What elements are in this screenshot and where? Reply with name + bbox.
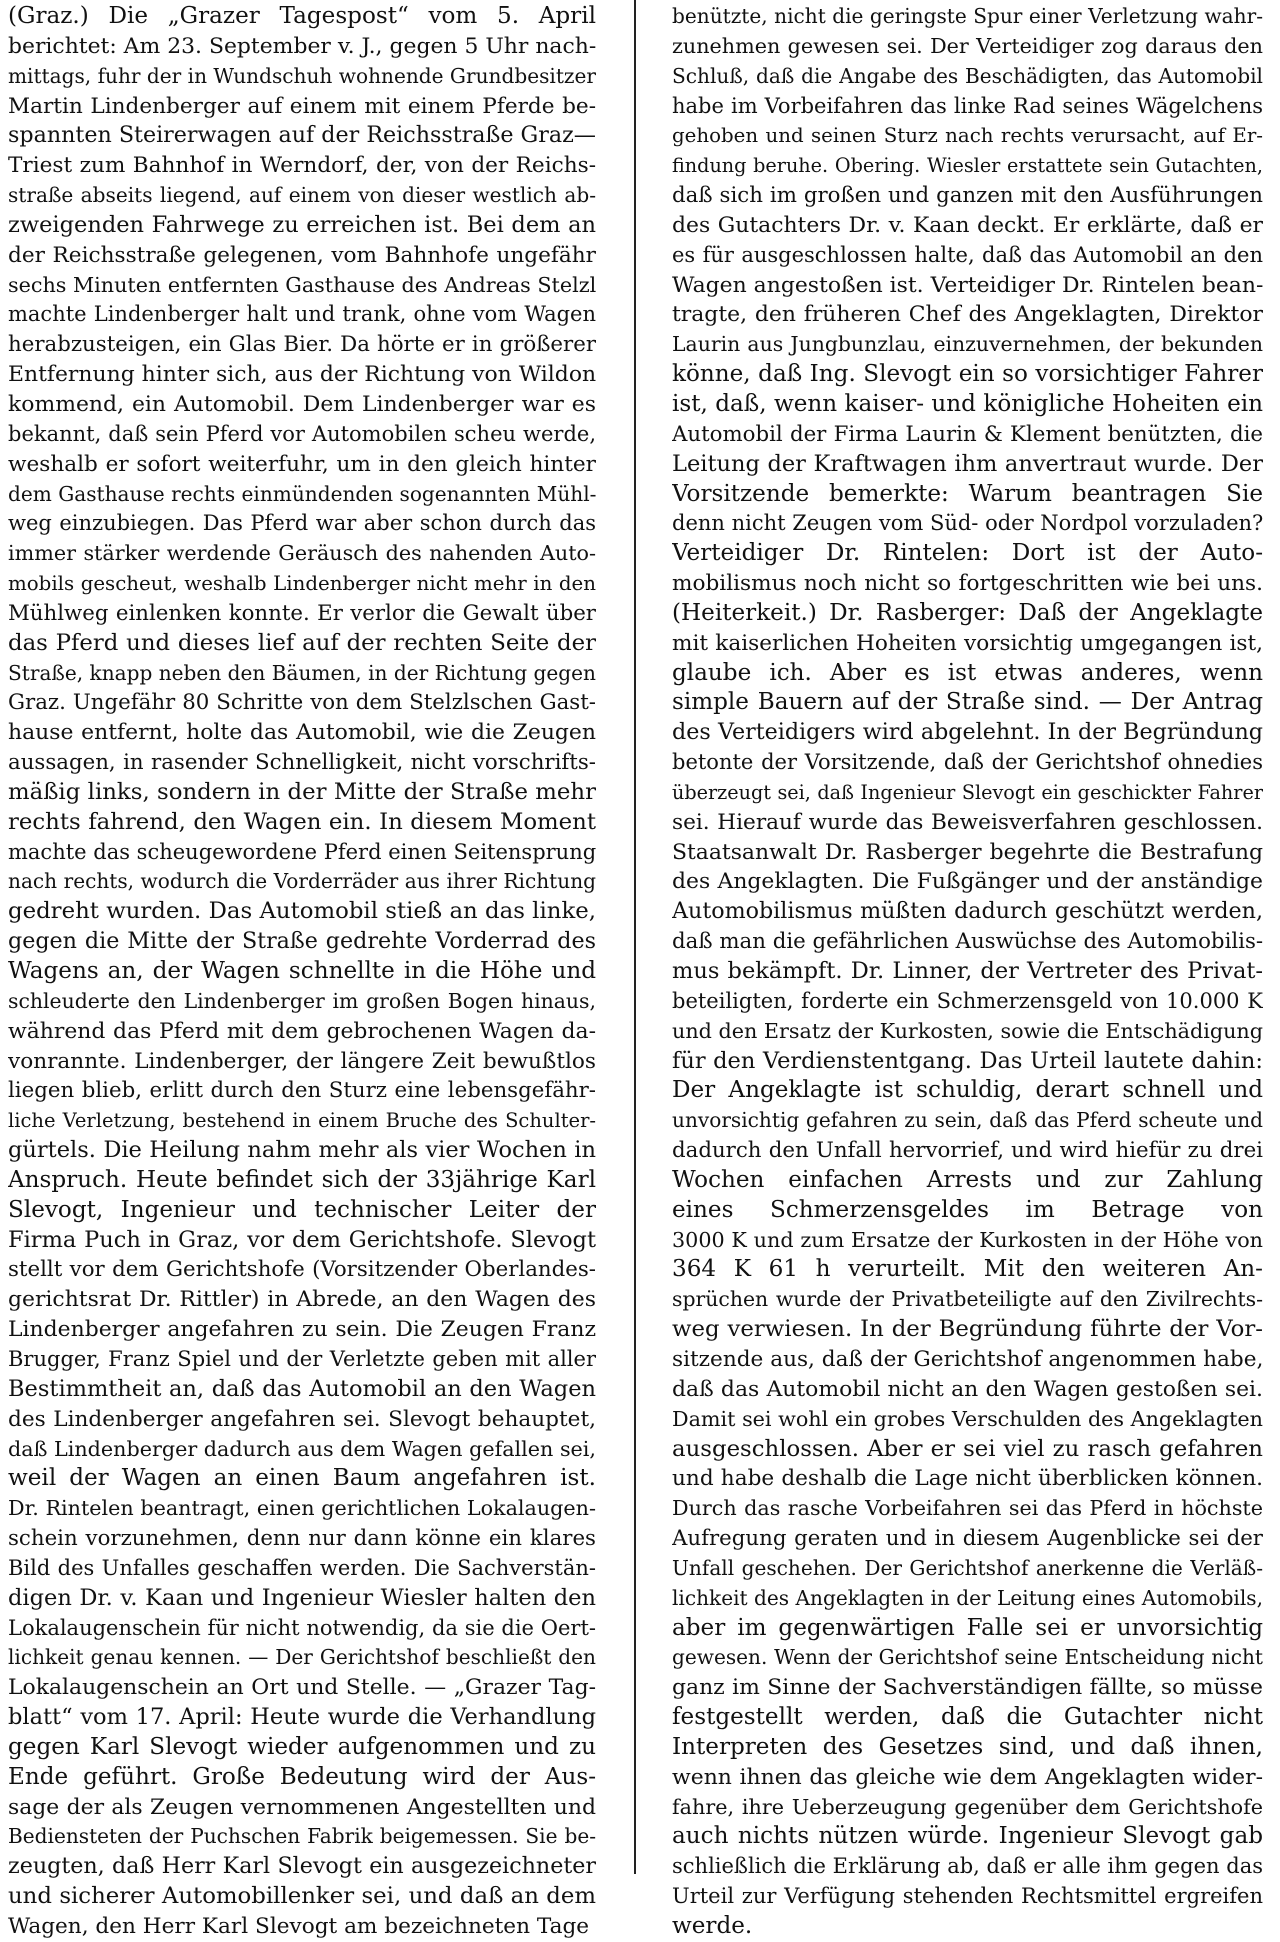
text-line: auch nichts nützen würde. Ingenieur Slevogt gab (672, 1823, 1263, 1850)
text-line: herabzusteigen, ein Glas Bier. Da hörte er in größerer (8, 332, 596, 358)
text-line: Anspruch. Heute befindet sich der 33jährige Karl (8, 1166, 596, 1193)
text-line: (Graz.) Die „Grazer Tagespost“ vom 5. April (8, 3, 596, 29)
text-line: schein vorzunehmen, denn nur dann könne ein klares (8, 1526, 596, 1552)
text-line: ist, daß, wenn kaiser- und königliche Hoheiten ein (672, 390, 1263, 417)
text-line: es für ausgeschlossen halte, daß das Automobil an den (672, 242, 1263, 267)
text-line: sechs Minuten entfernten Gasthause des Andreas Stelzl (8, 272, 596, 297)
text-line: Graz. Ungefähr 80 Schritte von dem Stelzlschen Gast- (8, 690, 596, 716)
text-line: Wagen, den Herr Karl Slevogt am bezeichneten Tage (8, 1914, 590, 1939)
text-line: das Pferd und dieses lief auf der rechten Seite der (8, 629, 596, 656)
text-line: Bild des Unfalles geschaffen werden. Die Sachverstän- (8, 1555, 596, 1580)
text-line: liche Verletzung, bestehend in einem Bruche des Schulter- (8, 1109, 596, 1133)
text-line: Damit sei wohl ein grobes Verschulden des Angeklagten (672, 1406, 1263, 1431)
text-line: des Lindenberger angefahren sei. Slevogt behauptet, (8, 1406, 596, 1432)
text-line: spannten Steirerwagen auf der Reichsstraße Graz— (8, 122, 596, 149)
text-line: gewesen. Wenn der Gerichtshof seine Entscheidung nicht (672, 1645, 1263, 1670)
text-line: mittags, fuhr der in Wundschuh wohnende Grundbesitzer (8, 63, 596, 88)
text-line: Straße, knapp neben den Bäumen, in der Richtung gegen (8, 660, 596, 685)
text-line: der Reichsstraße gelegenen, vom Bahnhofe ungefähr (8, 242, 596, 268)
text-line: Aufregung geraten und in diesem Augenblicke sei der (672, 1526, 1263, 1552)
text-line: zunehmen gewesen sei. Der Verteidiger zog daraus den (672, 33, 1263, 58)
text-line: Staatsanwalt Dr. Rasberger begehrte die Bestrafung (672, 839, 1263, 865)
text-line: daß sich im großen und ganzen mit den Ausführungen (672, 183, 1263, 209)
text-line: weg verwiesen. In der Begründung führte der Vor- (672, 1316, 1263, 1343)
text-line: sei. Hierauf wurde das Beweisverfahren geschlossen. (672, 809, 1263, 835)
text-line: habe im Vorbeifahren das linke Rad seines Wägelchens (672, 93, 1263, 118)
text-line: Laurin aus Jungbunzlau, einzuvernehmen, der bekunden (672, 332, 1263, 357)
text-line: Unfall geschehen. Der Gerichtshof anerkenne die Verläß- (672, 1555, 1263, 1580)
text-line: Triest zum Bahnhof in Werndorf, der, von der Reichs- (8, 153, 596, 179)
text-line: dem Gasthause rechts einmündenden sogenannten Mühl- (8, 481, 596, 506)
text-line: Schluß, daß die Angabe des Beschädigten, das Automobil (672, 63, 1263, 88)
text-line: lichkeit des Angeklagten in der Leitung eines Automobils, (672, 1585, 1263, 1610)
text-line: Automobilismus müßten dadurch geschützt werden, (672, 898, 1263, 925)
text-line: stellt vor dem Gerichtshofe (Vorsitzender Oberlandes- (8, 1257, 596, 1283)
text-line: Ende geführt. Große Bedeutung wird der Aus- (8, 1763, 596, 1790)
text-line: Interpreten des Gesetzes sind, und daß ihnen, (672, 1733, 1263, 1760)
text-line: gürtels. Die Heilung nahm mehr als vier Wochen in (8, 1137, 596, 1164)
text-line: Automobil der Firma Laurin & Klement benützten, die (672, 421, 1263, 447)
text-line: sage der als Zeugen vernommenen Angestellten und (8, 1794, 596, 1820)
text-line: Entfernung hinter sich, aus der Richtung von Wildon (8, 362, 596, 388)
text-line: daß Lindenberger dadurch aus dem Wagen gefallen sei, (8, 1436, 596, 1461)
text-line: Lokalaugenschein an Ort und Stelle. — „Grazer Tag- (8, 1675, 596, 1701)
text-line: festgestellt werden, daß die Gutachter nicht (672, 1704, 1263, 1731)
text-line: und sicherer Automobillenker sei, und daß an dem (8, 1883, 596, 1910)
text-line: daß das Automobil nicht an den Wagen gestoßen sei. (672, 1376, 1263, 1402)
text-line: wenn ihnen das gleiche wie dem Angeklagten wider- (672, 1764, 1263, 1790)
text-line: lichkeit genau kennen. — Der Gerichtshof beschließt den (8, 1645, 596, 1670)
text-line: gegen Karl Slevogt wieder aufgenommen und zu (8, 1733, 596, 1760)
text-line: simple Bauern auf der Straße sind. — Der Antrag (672, 689, 1263, 716)
text-line: Martin Lindenberger auf einem mit einem Pferde be- (8, 93, 596, 119)
text-line: sprüchen wurde der Privatbeteiligte auf den Zivilrechts- (672, 1287, 1263, 1312)
text-line: weg einzubiegen. Das Pferd war aber schon durch das (8, 511, 596, 536)
text-line: daß man die gefährlichen Auswüchse des Automobilis- (672, 929, 1263, 955)
text-line: des Gutachters Dr. v. Kaan deckt. Er erklärte, daß er (672, 212, 1263, 238)
text-line: 3000 K und zum Ersatze der Kurkosten in der Höhe von (672, 1227, 1263, 1252)
text-line: benützte, nicht die geringste Spur einer Verletzung wahr- (672, 4, 1263, 28)
text-line: während das Pferd mit dem gebrochenen Wagen da- (8, 1018, 596, 1044)
text-line: unvorsichtig gefahren zu sein, daß das Pferd scheute und (672, 1108, 1263, 1133)
text-line: zweigenden Fahrwege zu erreichen ist. Bei dem an (8, 211, 596, 238)
left-text-column (8, 2, 596, 1939)
text-line: mobils gescheut, weshalb Lindenberger nicht mehr in den (8, 572, 596, 596)
text-line: gerichtsrat Dr. Rittler) in Abrede, an den Wagen des (8, 1287, 596, 1313)
text-line: bekannt, daß sein Pferd vor Automobilen scheu werde, (8, 421, 596, 446)
text-line: berichtet: Am 23. September v. J., gegen 5 Uhr nach- (8, 33, 596, 59)
text-line: Firma Puch in Graz, vor dem Gerichtshofe. Slevogt (8, 1226, 596, 1253)
right-text-column (672, 2, 1263, 1939)
text-line: Lokalaugenschein für nicht notwendig, da sie die Oert- (8, 1615, 596, 1640)
text-line: eines Schmerzensgeldes im Betrage von (672, 1196, 1263, 1223)
text-line: Brugger, Franz Spiel und der Verletzte geben mit aller (8, 1346, 596, 1371)
text-line: Wagens an, der Wagen schnellte in die Höhe und (8, 958, 596, 984)
text-line: machte Lindenberger halt und trank, ohne vom Wagen (8, 302, 596, 327)
text-line: Bestimmtheit an, daß das Automobil an den Wagen (8, 1375, 596, 1402)
text-line: digen Dr. v. Kaan und Ingenieur Wiesler halten den (8, 1584, 596, 1611)
text-line: und habe deshalb die Lage nicht überblicken können. (672, 1466, 1263, 1492)
text-line: tragte, den früheren Chef des Angeklagten, Direktor (672, 302, 1263, 328)
text-line: werde. (672, 1913, 753, 1939)
text-line: dadurch den Unfall hervorrief, und wird hiefür zu drei (672, 1138, 1263, 1164)
text-line: Slevogt, Ingenieur und technischer Leiter der (8, 1196, 596, 1223)
text-line: machte das scheugewordene Pferd einen Seitensprung (8, 839, 596, 864)
text-line: sitzende aus, daß der Gerichtshof angenommen habe, (672, 1346, 1263, 1372)
text-line: Durch das rasche Vorbeifahren sei das Pferd in höchste (672, 1496, 1263, 1521)
text-line: Der Angeklagte ist schuldig, derart schnell und (672, 1077, 1263, 1104)
text-line: nach rechts, wodurch die Vorderräder aus ihrer Richtung (8, 869, 596, 894)
text-line: immer stärker werdende Geräusch des nahenden Auto- (8, 541, 596, 566)
text-line: Dr. Rintelen beantragt, einen gerichtlichen Lokalaugen- (8, 1496, 596, 1521)
text-line: gehoben und seinen Sturz nach rechts verursacht, auf Er- (672, 124, 1263, 148)
text-line: weil der Wagen an einen Baum angefahren ist. (8, 1465, 596, 1492)
text-line: rechts fahrend, den Wagen ein. In diesem Moment (8, 808, 596, 835)
text-line: glaube ich. Aber es ist etwas anderes, wenn (672, 659, 1263, 686)
text-line: 364 K 61 h verurteilt. Mit den weiteren An- (672, 1256, 1263, 1283)
text-line: findung beruhe. Obering. Wiesler erstattete sein Gutachten, (672, 154, 1263, 178)
text-line: mäßig links, sondern in der Mitte der Straße mehr (8, 778, 596, 805)
column-divider (634, 0, 636, 1874)
text-line: (Heiterkeit.) Dr. Rasberger: Daß der Angeklagte (672, 599, 1263, 626)
text-line: weshalb er sofort weiterfuhr, um in den gleich hinter (8, 451, 596, 477)
text-line: mit kaiserlichen Hoheiten vorsichtig umgegangen ist, (672, 630, 1263, 656)
text-line: schleuderte den Lindenberger im großen Bogen hinaus, (8, 988, 596, 1013)
text-line: Urteil zur Verfügung stehenden Rechtsmittel ergreifen (672, 1884, 1263, 1909)
text-line: fahre, ihre Ueberzeugung gegenüber dem Gerichtshofe (672, 1794, 1263, 1819)
text-line: ganz im Sinne der Sachverständigen fällte, so müsse (672, 1675, 1263, 1701)
text-line: betonte der Vorsitzende, daß der Gerichtshof ohnedies (672, 750, 1263, 775)
text-line: des Verteidigers wird abgelehnt. In der Begründung (672, 719, 1263, 746)
text-line: liegen blieb, erlitt durch den Sturz eine lebensgefähr- (8, 1078, 596, 1104)
text-line: Wochen einfachen Arrests und zur Zahlung (672, 1166, 1263, 1193)
text-line: hause entfernt, holte das Automobil, wie die Zeugen (8, 720, 596, 746)
text-line: Lindenberger angefahren zu sein. Die Zeugen Franz (8, 1317, 596, 1343)
text-line: für den Verdienstentgang. Das Urteil lautete dahin: (672, 1047, 1263, 1074)
text-line: Bediensteten der Puchschen Fabrik beigemessen. Sie be- (8, 1824, 596, 1849)
text-line: denn nicht Zeugen vom Süd- oder Nordpol vorzuladen? (672, 511, 1263, 536)
text-line: ausgeschlossen. Aber er sei viel zu rasch gefahren (672, 1435, 1263, 1462)
text-line: Leitung der Kraftwagen ihm anvertraut wurde. Der (672, 450, 1263, 477)
text-line: gedreht wurden. Das Automobil stieß an das linke, (8, 898, 596, 925)
text-line: aber im gegenwärtigen Falle sei er unvorsichtig (672, 1614, 1263, 1641)
text-line: könne, daß Ing. Slevogt ein so vorsichtiger Fahrer (672, 361, 1263, 388)
text-line: schließlich die Erklärung ab, daß er alle ihm gegen das (672, 1854, 1263, 1879)
text-line: überzeugt sei, daß Ingenieur Slevogt ein geschickter Fahrer (672, 780, 1263, 804)
text-line: blatt“ vom 17. April: Heute wurde die Verhandlung (8, 1704, 596, 1731)
text-line: vonrannte. Lindenberger, der längere Zeit bewußtlos (8, 1048, 596, 1074)
text-line: straße abseits liegend, auf einem von dieser westlich ab- (8, 183, 596, 208)
text-line: gegen die Mitte der Straße gedrehte Vorderrad des (8, 928, 596, 955)
text-line: des Angeklagten. Die Fußgänger und der anständige (672, 869, 1263, 895)
text-line: zeugten, daß Herr Karl Slevogt ein ausgezeichneter (8, 1853, 596, 1880)
text-line: beteiligten, forderte ein Schmerzensgeld von 10.000 K (672, 988, 1263, 1013)
text-line: Vorsitzende bemerkte: Warum beantragen Sie (672, 480, 1263, 507)
text-line: Mühlweg einlenken konnte. Er verlor die Gewalt über (8, 600, 596, 626)
text-line: mobilismus noch nicht so fortgeschritten wie bei uns. (672, 571, 1263, 597)
text-line: und den Ersatz der Kurkosten, sowie die Entschädigung (672, 1018, 1263, 1043)
text-line: Wagen angestoßen ist. Verteidiger Dr. Rintelen bean- (672, 272, 1263, 298)
text-line: mus bekämpft. Dr. Linner, der Vertreter des Privat- (672, 958, 1263, 984)
text-line: Verteidiger Dr. Rintelen: Dort ist der Auto- (672, 540, 1263, 567)
text-line: kommend, ein Automobil. Dem Lindenberger war es (8, 391, 596, 417)
text-line: aussagen, in rasender Schnelligkeit, nicht vorschrifts- (8, 750, 596, 776)
